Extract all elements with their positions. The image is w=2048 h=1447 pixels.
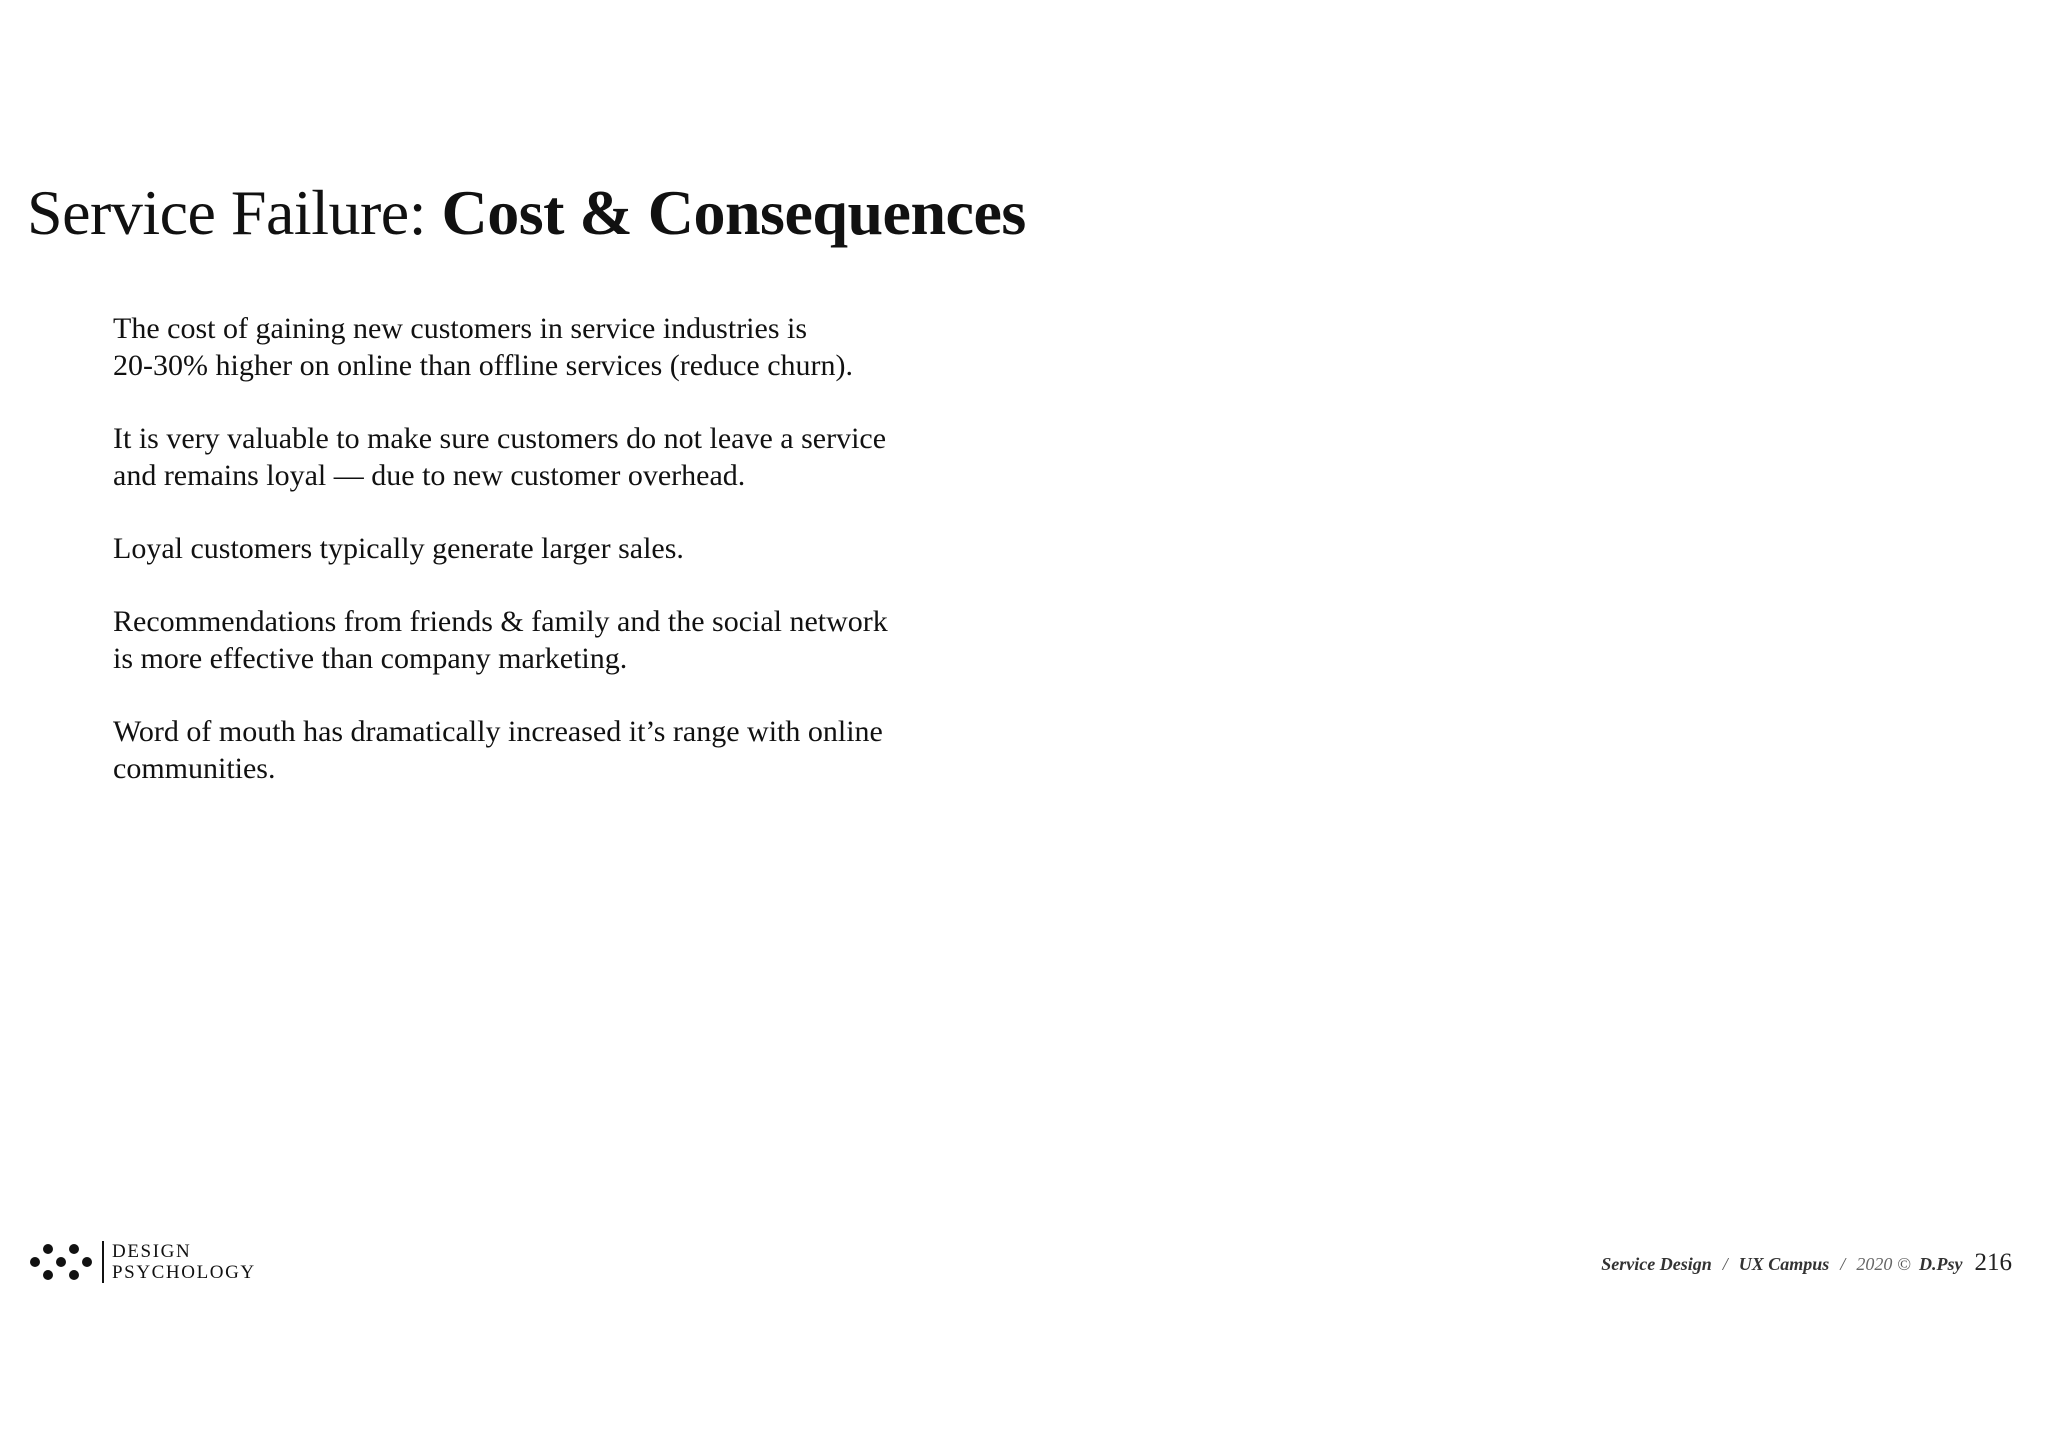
paragraph-line: is more effective than company marketing.: [113, 642, 628, 675]
footer-course: Service Design: [1601, 1254, 1712, 1274]
logo-divider: [102, 1241, 104, 1283]
paragraph-line: It is very valuable to make sure customers do not leave a service: [113, 422, 887, 455]
paragraph-line: 20-30% higher on online than offline services (reduce churn).: [113, 349, 854, 382]
design-psychology-logo: [28, 1240, 256, 1284]
dot-cluster-logo-icon: [28, 1240, 94, 1284]
paragraph-line: Loyal customers typically generate larger sales.: [113, 532, 684, 565]
slide-title: [27, 174, 1026, 252]
paragraph-4: [113, 603, 1013, 677]
logo-line-2: PSYCHOLOGY: [112, 1262, 256, 1283]
paragraph-1: [113, 310, 1013, 384]
slide-title-regular: Service Failure:: [27, 177, 442, 248]
slide-footer: [1601, 1249, 2012, 1277]
footer-author: D.Psy: [1919, 1254, 1963, 1274]
logo-line-1: DESIGN: [112, 1241, 192, 1262]
paragraph-line: Recommendations from friends & family and the social network: [113, 605, 888, 638]
paragraph-2: [113, 420, 1013, 494]
paragraph-3: [113, 530, 1013, 567]
footer-separator: /: [1840, 1254, 1846, 1274]
footer-separator: /: [1722, 1254, 1728, 1274]
footer-year: 2020: [1856, 1254, 1893, 1274]
slide-title-bold: Cost & Consequences: [441, 177, 1026, 248]
paragraph-line: Word of mouth has dramatically increased it’s range with online: [113, 715, 883, 748]
footer-copyright: ©: [1897, 1254, 1911, 1274]
paragraph-5: [113, 713, 1013, 787]
page-number: 216: [1974, 1249, 2012, 1276]
paragraph-line: communities.: [113, 752, 276, 785]
paragraph-line: and remains loyal — due to new customer overhead.: [113, 459, 746, 492]
footer-campus: UX Campus: [1738, 1254, 1830, 1274]
logo-wordmark: [112, 1241, 256, 1283]
paragraph-line: The cost of gaining new customers in service industries is: [113, 312, 808, 345]
slide-body: [113, 310, 1013, 823]
